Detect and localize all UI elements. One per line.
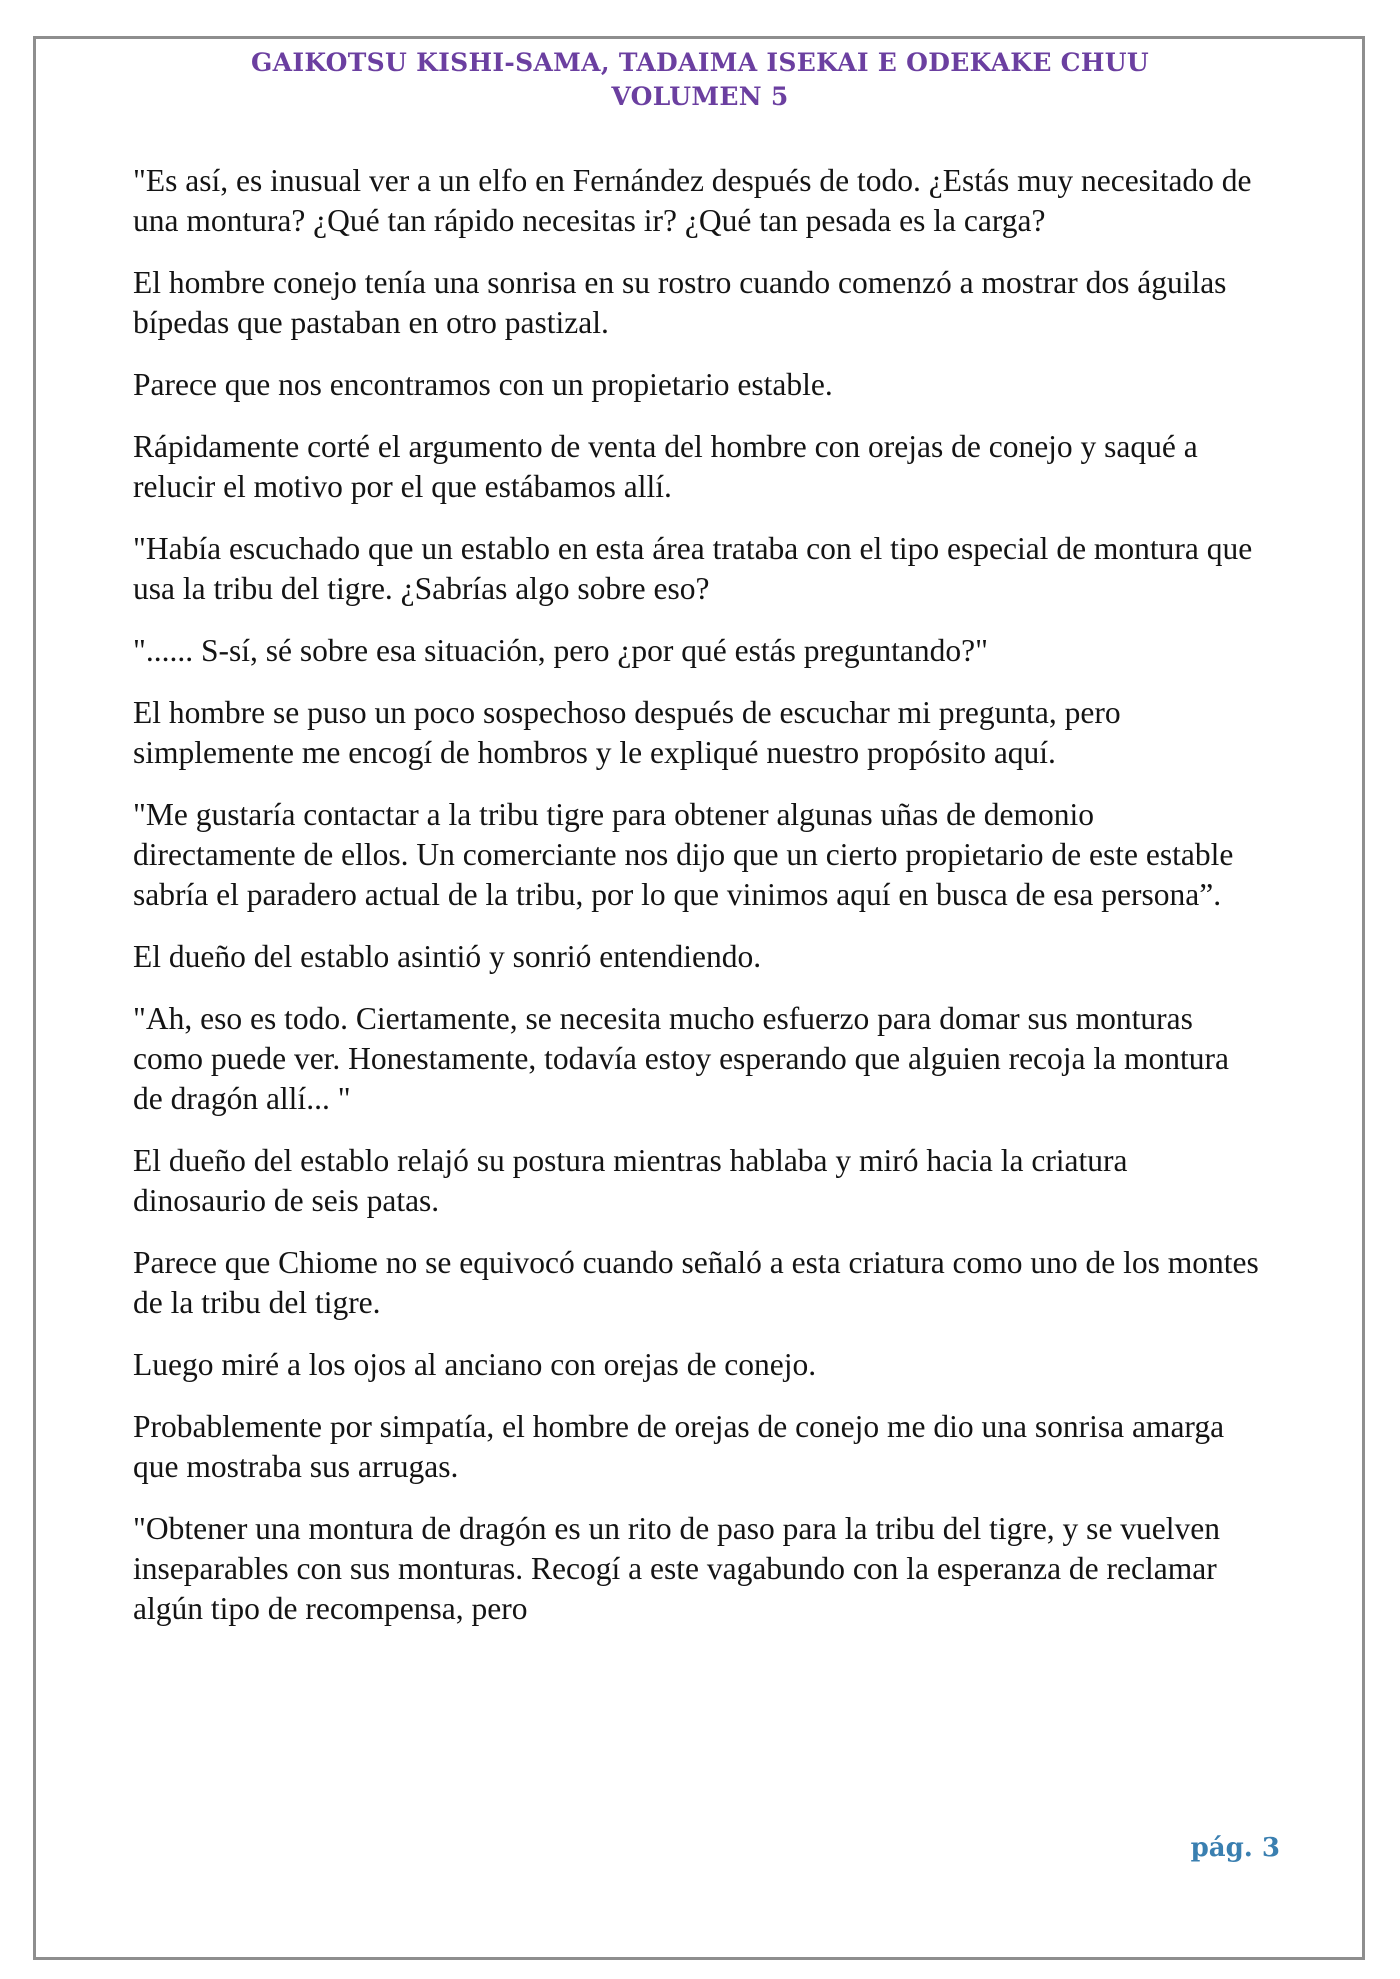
paragraph: El hombre se puso un poco sospechoso después de escuchar mi pregunta, pero simplemente me encogí de hombros y le expliqué nuestro propósito aquí. — [133, 695, 1121, 770]
document-header — [0, 46, 1400, 114]
paragraph: Luego miré a los ojos al anciano con orejas de conejo. — [133, 1347, 817, 1382]
header-volume: VOLUMEN 5 — [611, 82, 789, 111]
paragraph: "Había escuchado que un establo en esta área trataba con el tipo especial de montura que usa la tribu del tigre. ¿Sabrías algo sobre eso? — [133, 531, 1253, 606]
paragraph: El dueño del establo relajó su postura mientras hablaba y miró hacia la criatura dinosaurio de seis patas. — [133, 1143, 1128, 1218]
paragraph: Parece que Chiome no se equivocó cuando señaló a esta criatura como uno de los montes de la tribu del tigre. — [133, 1245, 1259, 1320]
paragraph: El dueño del establo asintió y sonrió entendiendo. — [133, 939, 762, 974]
paragraph: "Obtener una montura de dragón es un rito de paso para la tribu del tigre, y se vuelven inseparables con sus monturas. Recogí a este vagabundo con la esperanza de reclamar algún tipo de recompensa, pero — [133, 1511, 1221, 1626]
page-number: pág. 3 — [1190, 1833, 1280, 1863]
paragraph: "Ah, eso es todo. Ciertamente, se necesita mucho esfuerzo para domar sus monturas como puede ver. Honestamente, todavía estoy esperando que alguien recoja la montura de dragón allí... " — [133, 1001, 1229, 1116]
paragraph: Parece que nos encontramos con un propietario estable. — [133, 367, 833, 402]
paragraph: "Es así, es inusual ver a un elfo en Fernández después de todo. ¿Estás muy necesitado de una montura? ¿Qué tan rápido necesitas ir? ¿Qué tan pesada es la carga? — [133, 163, 1252, 238]
body-text — [133, 161, 1263, 1651]
paragraph: Probablemente por simpatía, el hombre de orejas de conejo me dio una sonrisa amarga que mostraba sus arrugas. — [133, 1409, 1225, 1484]
paragraph: El hombre conejo tenía una sonrisa en su rostro cuando comenzó a mostrar dos águilas bípedas que pastaban en otro pastizal. — [133, 265, 1227, 340]
header-title: GAIKOTSU KISHI-SAMA, TADAIMA ISEKAI E ODEKAKE CHUU — [250, 48, 1150, 77]
paragraph: "Me gustaría contactar a la tribu tigre para obtener algunas uñas de demonio directamente de ellos. Un comerciante nos dijo que un cierto propietario de este estable sabría el paradero actual de la tribu, por lo que vinimos aquí en busca de esa persona”. — [133, 797, 1234, 912]
paragraph: Rápidamente corté el argumento de venta del hombre con orejas de conejo y saqué a relucir el motivo por el que estábamos allí. — [133, 429, 1198, 504]
paragraph: "...... S-sí, sé sobre esa situación, pero ¿por qué estás preguntando?" — [133, 633, 988, 668]
